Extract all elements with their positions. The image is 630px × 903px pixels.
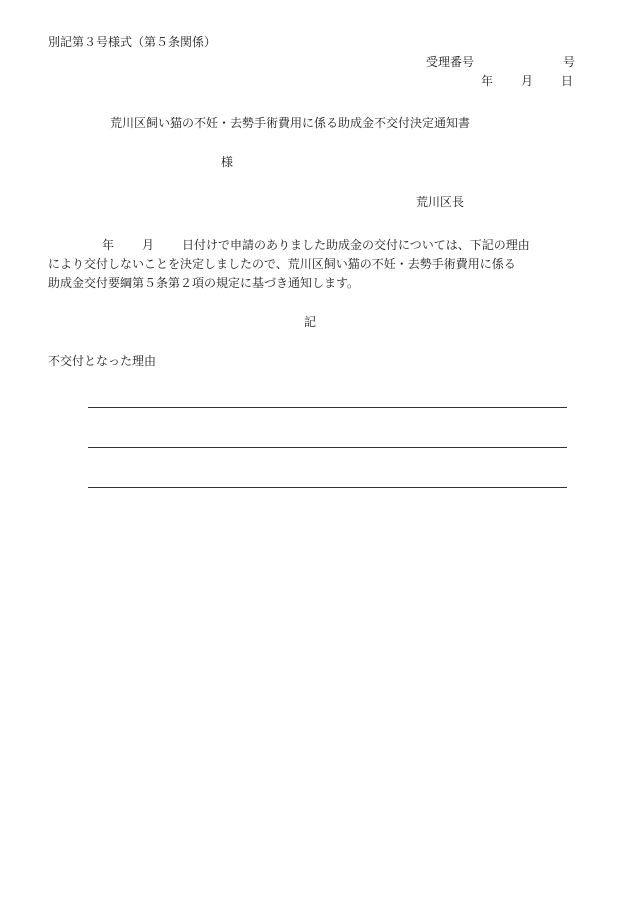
sender-name: 荒川区長 [416,195,465,209]
body-line-3: 助成金交付要綱第５条第２項の規定に基づき通知します。 [48,276,360,290]
date-month-label: 月 [521,74,534,88]
reason-line-3 [88,487,567,488]
reason-line-2 [88,447,567,448]
body-paragraph [48,236,582,293]
date-day-label: 日 [561,74,574,88]
body-year-label: 年 [102,238,115,252]
body-month-label: 月 [142,238,155,252]
reception-number-suffix: 号 [563,55,576,69]
reception-number-label: 受理番号 [426,55,475,69]
date-year-label: 年 [481,74,494,88]
body-line-2: により交付しないことを決定しましたので、荒川区飼い猫の不妊・去勢手術費用に係る [48,257,516,271]
reason-label: 不交付となった理由 [48,354,157,368]
body-line-1-text: 日付けで申請のありました助成金の交付については、下記の理由 [182,238,530,252]
ki-heading: 記 [304,315,317,329]
reason-line-1 [88,407,567,408]
addressee-suffix: 様 [221,155,234,169]
document-title: 荒川区飼い猫の不妊・去勢手術費用に係る助成金不交付決定通知書 [110,116,471,130]
form-label: 別記第３号様式（第５条関係） [48,35,217,49]
body-line-1 [48,236,582,255]
